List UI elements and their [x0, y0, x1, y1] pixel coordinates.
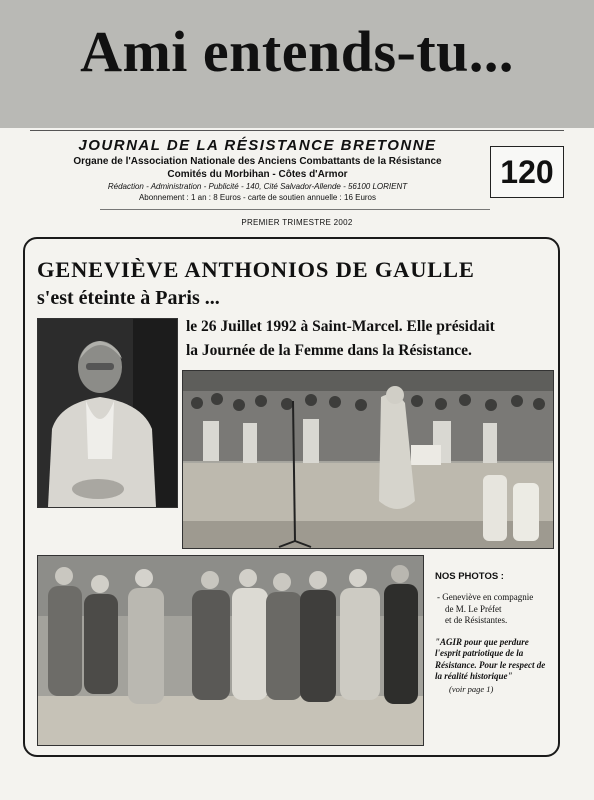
captions-heading: NOS PHOTOS :	[435, 571, 504, 582]
portrait-photo	[37, 318, 178, 508]
ceremony-photo	[182, 370, 554, 549]
photo-caption-line-3: et de Résistantes.	[445, 615, 508, 625]
portrait-photo-image	[38, 319, 177, 507]
article-headline: GENEVIÈVE ANTHONIOS DE GAULLE	[37, 257, 475, 282]
photo-captions	[435, 571, 553, 694]
article-lede	[186, 315, 556, 363]
masthead	[0, 0, 594, 128]
separator-rule	[100, 209, 490, 210]
journal-organ: Organe de l'Association Nationale des Anciens Combattants de la Résistance	[73, 156, 442, 167]
lede-line-1: le 26 Juillet 1992 à Saint-Marcel. Elle présidait	[186, 318, 495, 335]
photo-caption-line-2: de M. Le Préfet	[445, 603, 502, 614]
photo-caption	[435, 592, 553, 627]
group-photo-image	[38, 556, 423, 745]
journal-address: Rédaction - Administration - Publicité - 140, Cité Salvador-Allende - 56100 LORIENT	[107, 182, 408, 191]
ceremony-photo-image	[183, 371, 553, 548]
issue-number: 120	[490, 146, 564, 198]
masthead-title: Ami entends-tu...	[80, 19, 514, 84]
journal-committees: Comités du Morbihan - Côtes d'Armor	[167, 169, 348, 180]
issue-period: PREMIER TRIMESTRE 2002	[241, 218, 353, 227]
journal-subhead	[30, 137, 485, 203]
journal-subscription: Abonnement : 1 an : 8 Euros - carte de soutien annuelle : 16 Euros	[138, 193, 377, 202]
caption-quote: "AGIR pour que perdure l'esprit patriotique de la Résistance. Pour le respect de la réalité historique"	[435, 636, 546, 681]
group-photo	[37, 555, 424, 746]
lede-line-2: la Journée de la Femme dans la Résistance.	[186, 342, 472, 359]
journal-name: JOURNAL DE LA RÉSISTANCE BRETONNE	[78, 137, 437, 154]
caption-reference: (voir page 1)	[449, 683, 494, 694]
masthead-rule	[30, 130, 564, 131]
article-subheadline: s'est éteinte à Paris ...	[37, 287, 220, 309]
photo-caption-line-1: - Geneviève en compagnie	[437, 592, 534, 602]
